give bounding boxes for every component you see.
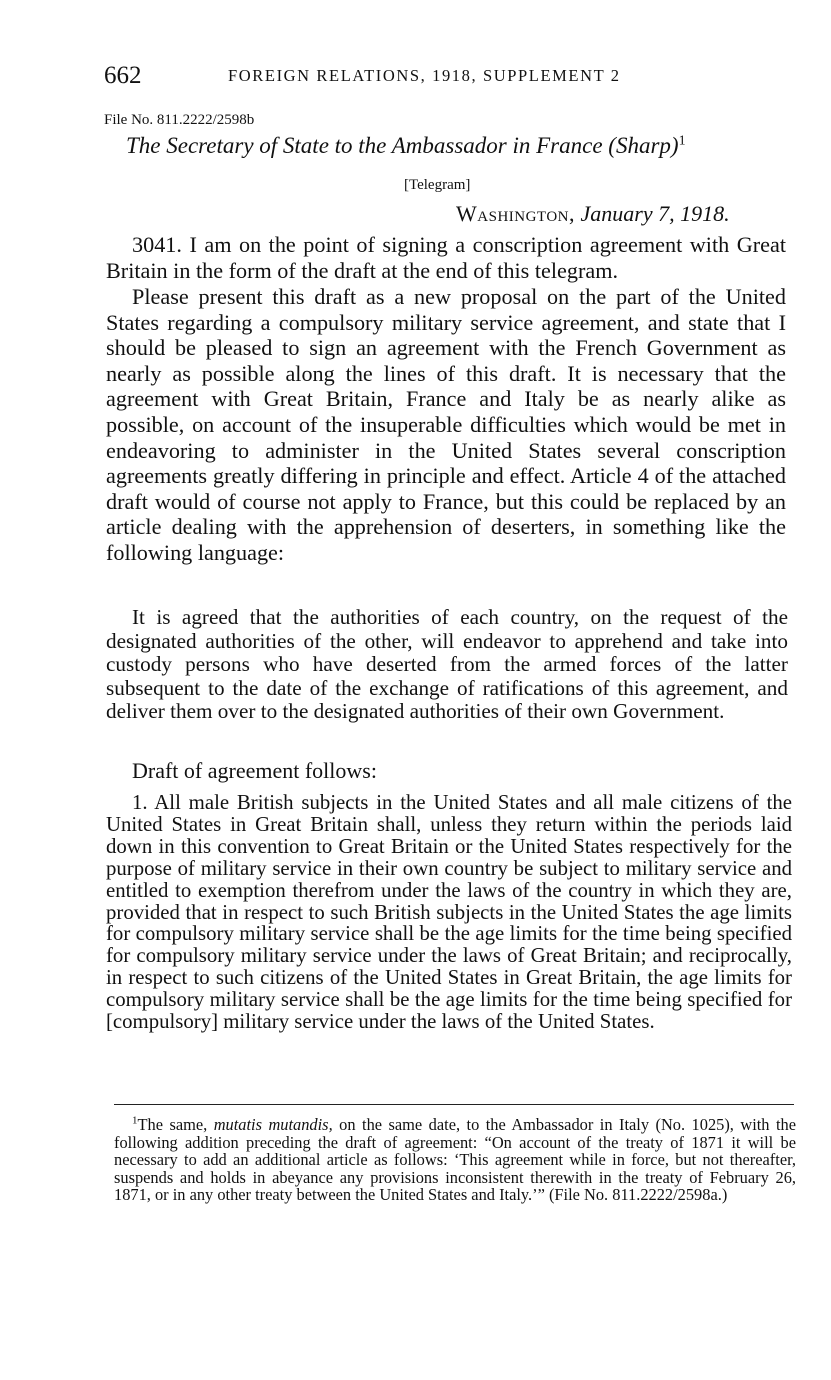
footnote-divider	[114, 1104, 794, 1105]
draft-article-1: 1. All male British subjects in the United States and all male citizens of the United States in Great Britain shall, unless they return within the periods laid down in this convention to Great Britain or the United States respectively for the purpose of military service in their own country be subject to military service and entitled to exemption therefrom under the laws of the country in which they are, provided that in respect to such British subjects in the United States the age limits for compulsory military service shall be the age limits for the time being specified for compulsory military service under the laws of Great Britain; and reciprocally, in respect to such citizens of the United States in Great Britain, the age limits for compulsory military service shall be the age limits for the time being specified for [compulsory] military service under the laws of the United States.	[106, 791, 792, 1034]
footnote	[114, 1116, 796, 1204]
dateline	[456, 200, 730, 228]
draft-intro: Draft of agreement follows:	[132, 758, 377, 783]
running-title: FOREIGN RELATIONS, 1918, SUPPLEMENT 2	[228, 66, 621, 85]
footnote-italic-phrase: mutatis mutandis,	[213, 1115, 333, 1134]
document-title	[126, 132, 686, 160]
paragraph-2: Please present this draft as a new proposal on the part of the United States regarding a compulsory military service agreement, and state that I should be pleased to sign an agreement with the French Government as nearly as possible along the lines of this draft. It is necessary that the agreement with Great Britain, France and Italy be as nearly alike as possible, on account of the insuperable difficulties which would be met in endeavoring to administer in the United States several conscription agreements greatly differing in principle and effect. Article 4 of the attached draft would of course not apply to France, but this could be replaced by an article dealing with the apprehension of deserters, in something like the following language:	[106, 284, 786, 565]
quoted-article: It is agreed that the authorities of each country, on the request of the designated authorities of the other, will endeavor to apprehend and take into custody persons who have deserted from the armed forces of the latter subsequent to the date of the exchange of ratifications of this agreement, and deliver them over to the designated authorities of their own Government.	[106, 605, 788, 724]
page-number: 662	[104, 62, 142, 89]
dateline-place: Washington,	[456, 201, 575, 226]
title-footnote-mark: 1	[678, 133, 686, 149]
document-type-label: [Telegram]	[404, 177, 471, 193]
document-title-text: The Secretary of State to the Ambassador in France (Sharp)	[126, 133, 679, 158]
footnote-mark: 1	[132, 1114, 138, 1127]
dateline-date: January 7, 1918.	[580, 201, 730, 226]
footnote-lead: The same,	[137, 1115, 208, 1134]
running-head	[104, 62, 764, 92]
footnote-text: on the same date, to the Ambassador in Italy (No. 1025), with the following addition preceding the draft of agreement: “On account of the treaty of 1871 it will be necessary to add an additional article as follows: ‘This agreement while in force, but not thereafter, suspends and holds in abeyance any provisions inconsistent therewith in the treaty of February 26, 1871, or in any other treaty between the United States and Italy.’” (File No. 811.2222/2598a.)	[114, 1115, 796, 1205]
paragraph-1: 3041. I am on the point of signing a conscription agreement with Great Britain in the form of the draft at the end of this telegram.	[106, 232, 786, 283]
file-number: File No. 811.2222/2598b	[104, 112, 255, 128]
